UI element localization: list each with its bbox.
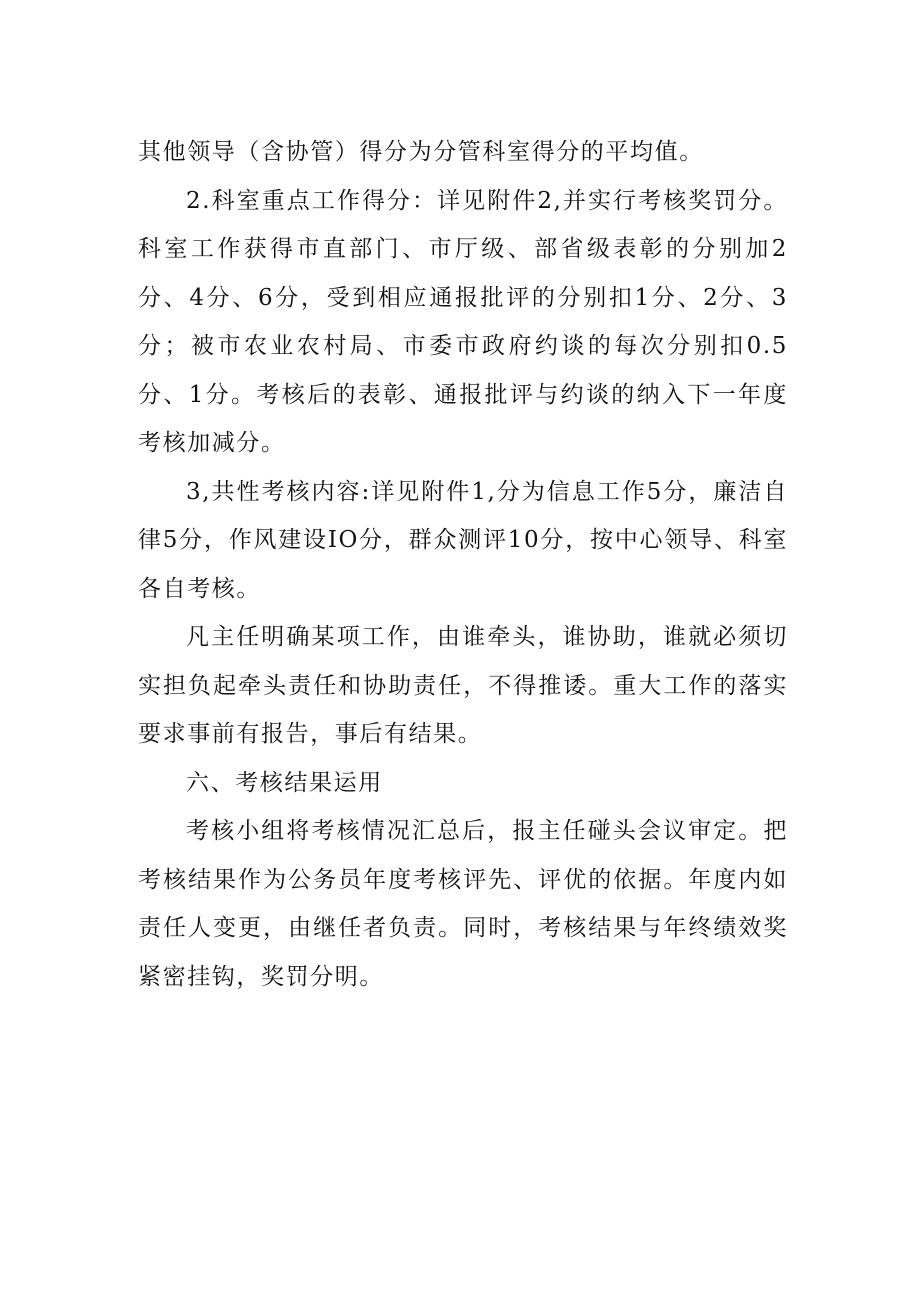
paragraph-responsibility: 凡主任明确某项工作，由谁牵头，谁协助，谁就必须切实担负起牵头责任和协助责任，不得推诿。重大工作的落实要求事前有报告，事后有结果。 — [138, 624, 788, 747]
paragraph-continuation: 其他领导（含协管）得分为分管科室得分的平均值。 — [138, 139, 704, 165]
section-heading-result-use: 六、考核结果运用 — [186, 769, 383, 796]
paragraph-result-use: 考核小组将考核情况汇总后，报主任碰头会议审定。把考核结果作为公务员年度考核评先、评优的依据。年度内如责任人变更，由继任者负责。同时，考核结果与年终绩效奖紧密挂钩，奖罚分明。 — [138, 818, 788, 990]
document-body — [138, 128, 788, 1001]
paragraph-key-work-score: 2.科室重点工作得分：详见附件2,并实行考核奖罚分。科室工作获得市直部门、市厅级、部省级表彰的分别加2分、4分、6分，受到相应通报批评的分别扣1分、2分、3分；被市农业农村局、市委市政府约谈的每次分别扣0.5分、1分。考核后的表彰、通报批评与约谈的纳入下一年度考核加减分。 — [138, 187, 788, 456]
paragraph-common-assessment: 3,共性考核内容:详见附件1,分为信息工作5分，廉洁自律5分，作风建设IO分，群众测评10分，按中心领导、科室各自考核。 — [138, 478, 788, 602]
